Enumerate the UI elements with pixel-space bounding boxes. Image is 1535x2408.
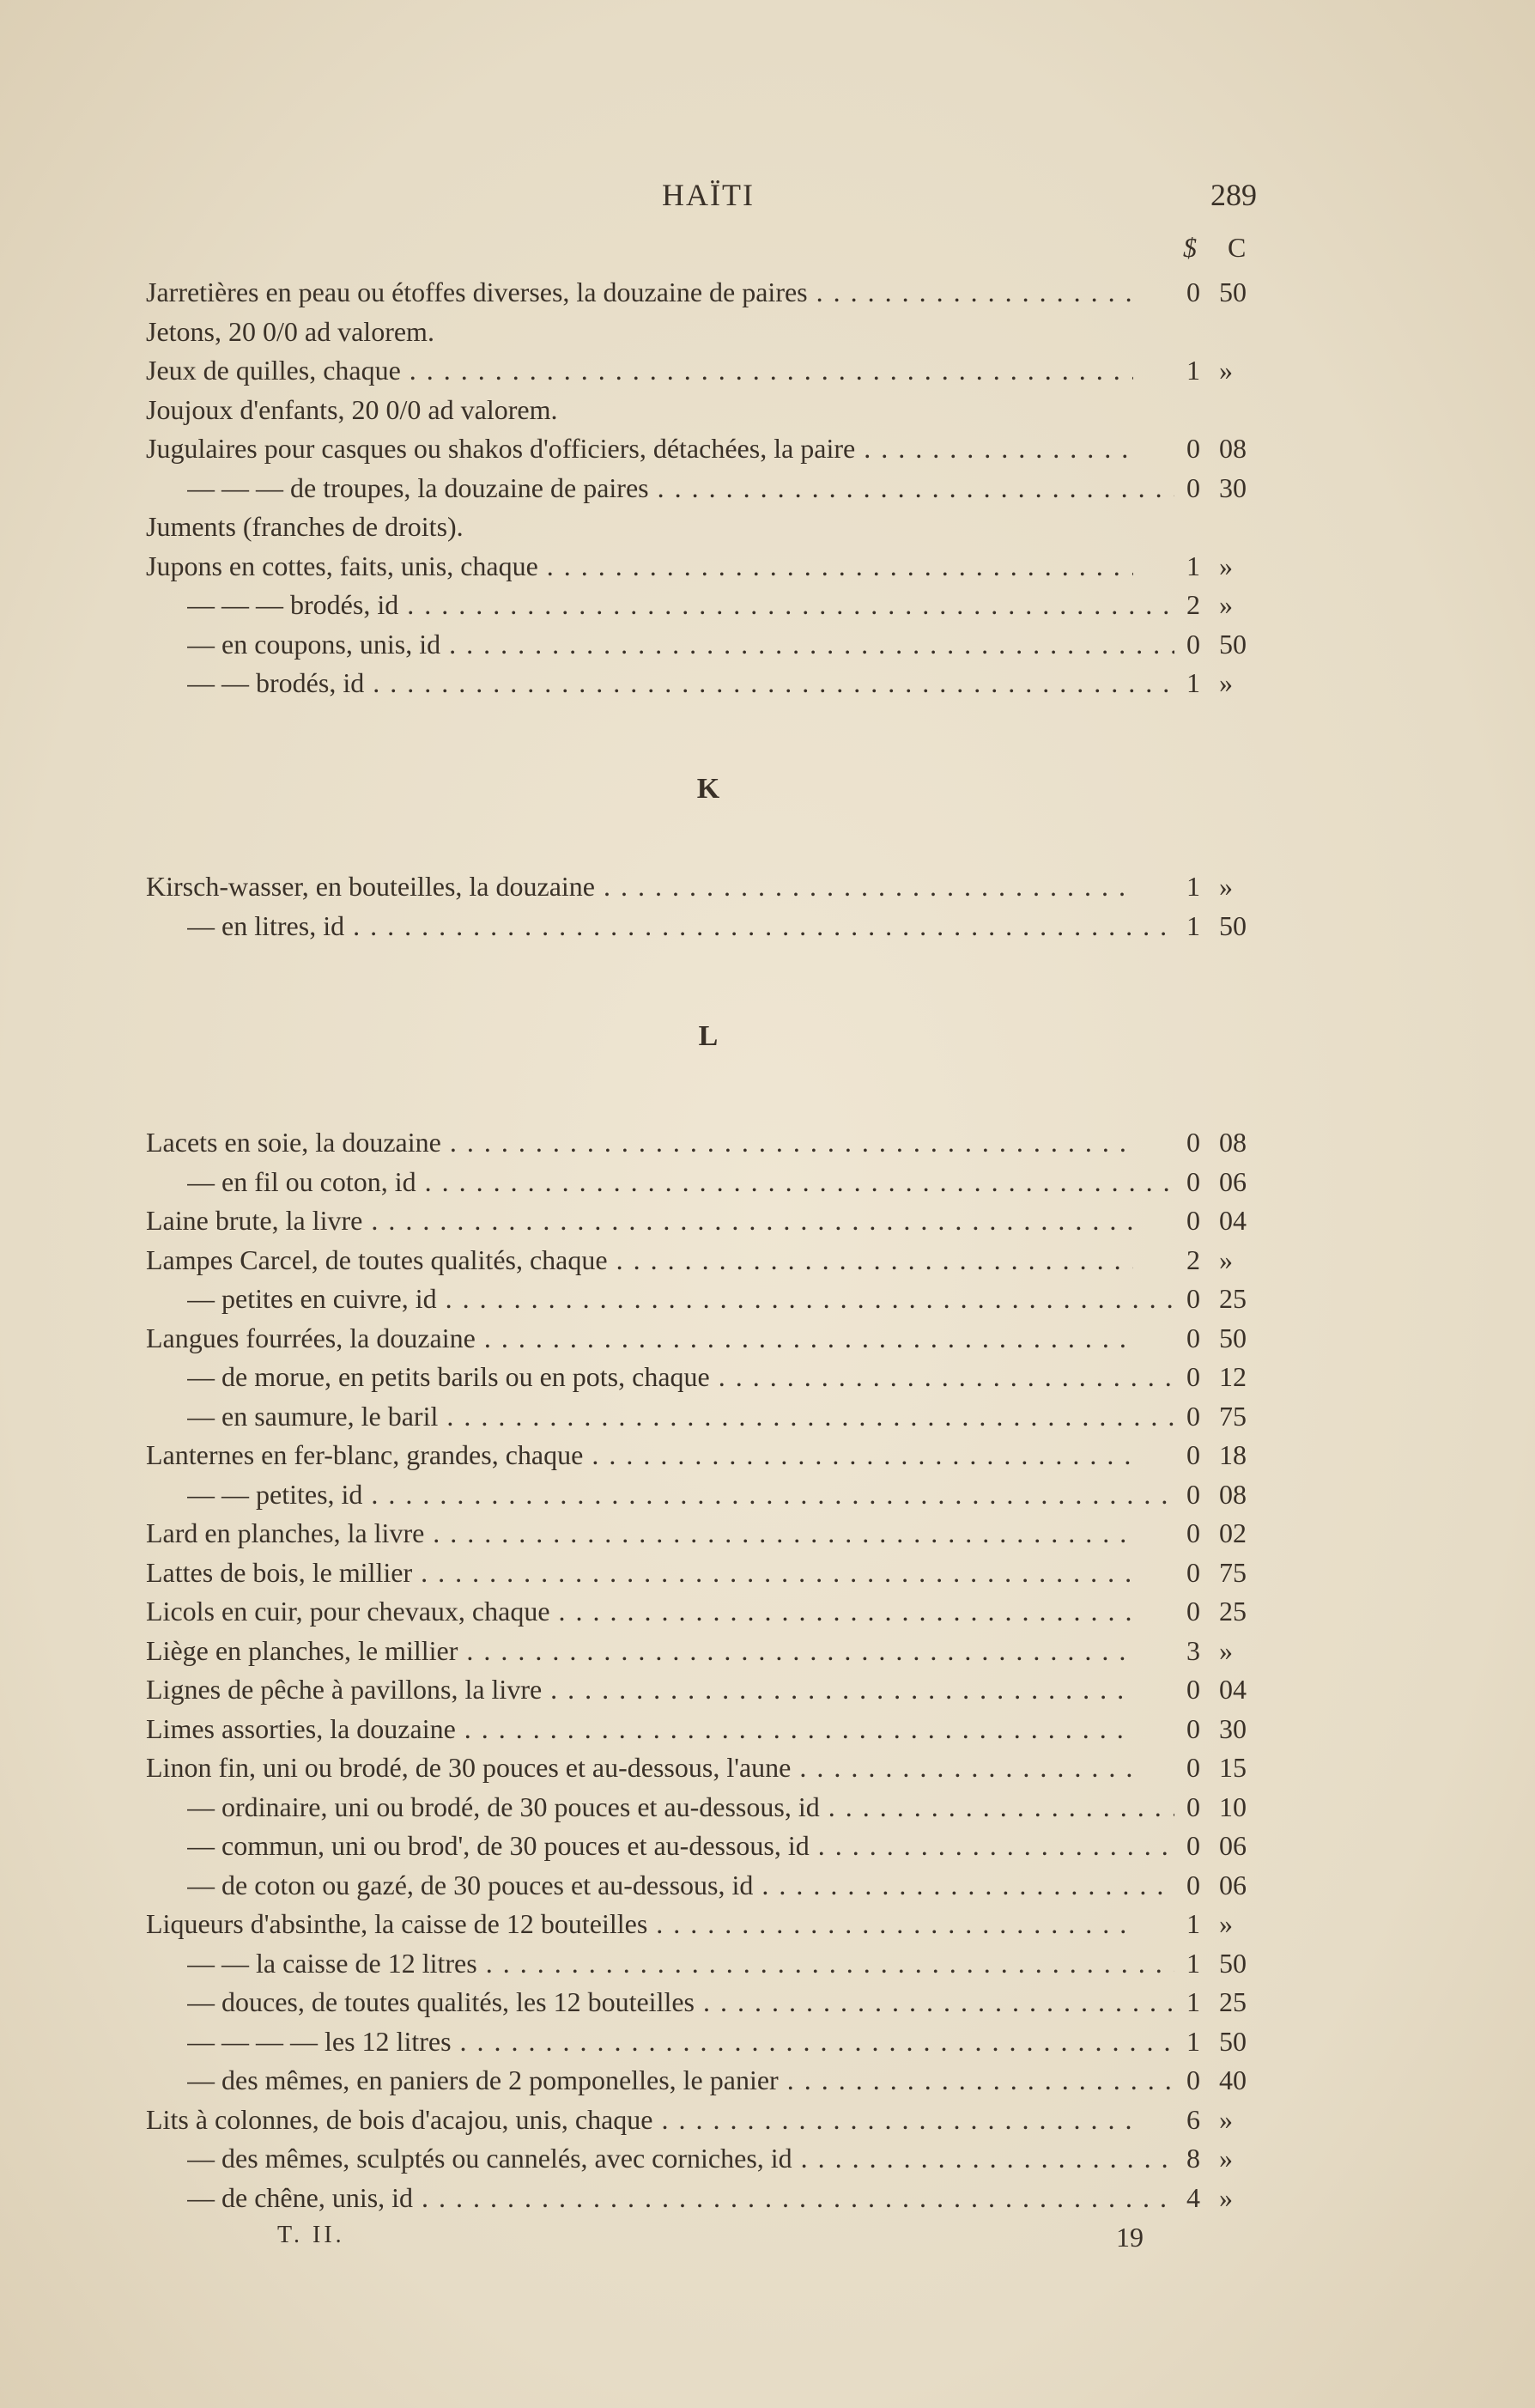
entry-dollars: 0 xyxy=(1186,471,1200,503)
entry-cents: » xyxy=(1219,355,1233,386)
entry-cents: 10 xyxy=(1219,1791,1247,1822)
entry-cents: 30 xyxy=(1219,471,1247,503)
entry-dollars: 0 xyxy=(1186,1596,1200,1627)
entry-cents: 75 xyxy=(1219,1556,1247,1588)
entry-label: — douces, de toutes qualités, les 12 bouteilles . . . xyxy=(187,1983,1174,2022)
entry-cents: 04 xyxy=(1219,1674,1247,1705)
entry-dollars: 0 xyxy=(1186,1674,1200,1705)
tariff-entry xyxy=(146,1592,1271,1632)
tariff-entry xyxy=(146,1358,1271,1397)
entry-dollars: 1 xyxy=(1186,1947,1200,1979)
entry-label: — — — — les 12 litres . . . xyxy=(187,2022,1174,2062)
tariff-entry xyxy=(146,586,1271,625)
entry-dollars: 0 xyxy=(1186,433,1200,464)
entry-label: — des mêmes, sculptés ou cannelés, avec corniches, id . . . xyxy=(187,2139,1174,2179)
volume-marker: T. II. xyxy=(277,2222,345,2248)
entry-label: Jugulaires pour casques ou shakos d'officiers, détachées, la paire . . . xyxy=(146,429,1133,469)
entry-dollars: 0 xyxy=(1186,1127,1200,1158)
entry-label: Langues fourrées, la douzaine . . . xyxy=(146,1319,1133,1359)
tariff-entry xyxy=(146,1788,1271,1827)
section-letter-k: K xyxy=(696,773,720,805)
entry-label: Juments (franches de droits). xyxy=(146,511,464,542)
entry-cents: 02 xyxy=(1219,1517,1247,1548)
entry-cents: » xyxy=(1219,667,1233,698)
signature-mark: 19 xyxy=(1116,2222,1144,2253)
entry-label: — commun, uni ou brod', de 30 pouces et au-dessous, id . . . xyxy=(187,1827,1174,1866)
entry-cents: 25 xyxy=(1219,1283,1247,1314)
entry-label: Lits à colonnes, de bois d'acajou, unis, chaque . . . xyxy=(146,2101,1133,2140)
entry-cents: » xyxy=(1219,2181,1233,2213)
entry-dollars: 3 xyxy=(1186,1634,1200,1666)
tariff-entry xyxy=(146,664,1271,703)
entry-dollars: 0 xyxy=(1186,1752,1200,1783)
entry-label: Jetons, 20 0/0 ad valorem. xyxy=(146,315,434,347)
entry-label: — — — de troupes, la douzaine de paires . . . xyxy=(187,469,1174,508)
tariff-entry xyxy=(146,2179,1271,2218)
entry-label: Lattes de bois, le millier . . . xyxy=(146,1554,1133,1593)
entry-label: Jeux de quilles, chaque . . . xyxy=(146,351,1133,391)
tariff-entry xyxy=(146,1163,1271,1202)
entry-label: Liège en planches, le millier . . . xyxy=(146,1632,1133,1671)
tariff-entry xyxy=(146,2022,1271,2062)
tariff-entry xyxy=(146,1514,1271,1554)
entry-dollars: 0 xyxy=(1186,1556,1200,1588)
entry-label: — — la caisse de 12 litres . . . xyxy=(187,1944,1174,1984)
entry-cents: » xyxy=(1219,2103,1233,2135)
tariff-entry xyxy=(146,1280,1271,1319)
tariff-entry xyxy=(146,625,1271,665)
page-footer xyxy=(0,2222,1535,2256)
entry-cents: » xyxy=(1219,871,1233,902)
entry-cents: 04 xyxy=(1219,1205,1247,1236)
tariff-entry xyxy=(146,1905,1271,1944)
entry-cents: 06 xyxy=(1219,1830,1247,1861)
entry-label: Limes assorties, la douzaine . . . xyxy=(146,1710,1133,1749)
tariff-entry xyxy=(146,1123,1271,1163)
entry-label: Lanternes en fer-blanc, grandes, chaque . . . xyxy=(146,1436,1133,1475)
entry-cents: 12 xyxy=(1219,1361,1247,1392)
entry-cents: 15 xyxy=(1219,1752,1247,1783)
tariff-entry xyxy=(146,867,1271,907)
entry-label: — ordinaire, uni ou brodé, de 30 pouces et au-dessous, id . . . xyxy=(187,1788,1174,1827)
entry-dollars: 0 xyxy=(1186,1517,1200,1548)
entry-label: — en coupons, unis, id . . . xyxy=(187,625,1174,665)
entry-cents: 06 xyxy=(1219,1165,1247,1197)
entry-cents: » xyxy=(1219,550,1233,581)
tariff-entry xyxy=(146,2139,1271,2179)
tariff-entry xyxy=(146,1201,1271,1241)
tariff-entry xyxy=(146,1944,1271,1984)
entry-label: Lacets en soie, la douzaine . . . xyxy=(146,1123,1133,1163)
entry-label: — de coton ou gazé, de 30 pouces et au-dessous, id . . . xyxy=(187,1866,1174,1906)
entry-dollars: 1 xyxy=(1186,871,1200,902)
entry-dollars: 6 xyxy=(1186,2103,1200,2135)
entry-label: Lampes Carcel, de toutes qualités, chaque . . . xyxy=(146,1241,1133,1280)
tariff-entry xyxy=(146,1397,1271,1437)
tariff-entry xyxy=(146,547,1271,587)
tariff-entry xyxy=(146,1983,1271,2022)
tariff-entry xyxy=(146,1475,1271,1515)
tariff-entry xyxy=(146,1748,1271,1788)
entry-cents: » xyxy=(1219,1634,1233,1666)
tariff-entry xyxy=(146,1710,1271,1749)
entry-cents: 18 xyxy=(1219,1439,1247,1470)
entry-dollars: 1 xyxy=(1186,667,1200,698)
tariff-entry xyxy=(146,351,1271,391)
entry-dollars: 0 xyxy=(1186,1712,1200,1744)
entry-dollars: 0 xyxy=(1186,1165,1200,1197)
entry-dollars: 1 xyxy=(1186,355,1200,386)
entry-dollars: 0 xyxy=(1186,1439,1200,1470)
entry-dollars: 8 xyxy=(1186,2143,1200,2174)
section-l xyxy=(146,1123,1271,2217)
tariff-entry xyxy=(146,1241,1271,1280)
entry-dollars: 1 xyxy=(1186,1986,1200,2017)
tariff-entry xyxy=(146,1827,1271,1866)
entry-dollars: 0 xyxy=(1186,1791,1200,1822)
entry-label: Lard en planches, la livre . . . xyxy=(146,1514,1133,1554)
entry-dollars: 0 xyxy=(1186,1283,1200,1314)
tariff-entry xyxy=(146,273,1271,313)
currency-column-header xyxy=(1183,232,1265,270)
tariff-entry xyxy=(146,313,1271,352)
entry-dollars: 0 xyxy=(1186,2064,1200,2095)
entry-cents: » xyxy=(1219,589,1233,620)
dollars-column-label: $ xyxy=(1183,232,1197,263)
section-k xyxy=(146,867,1271,946)
tariff-entry xyxy=(146,1670,1271,1710)
entry-dollars: 2 xyxy=(1186,589,1200,620)
entry-label: Kirsch-wasser, en bouteilles, la douzaine . . . xyxy=(146,867,1133,907)
entry-label: Jupons en cottes, faits, unis, chaque . . . xyxy=(146,547,1133,587)
tariff-entry xyxy=(146,1436,1271,1475)
entry-cents: » xyxy=(1219,2143,1233,2174)
entry-label: — de chêne, unis, id . . . xyxy=(187,2179,1174,2218)
entry-cents: » xyxy=(1219,1908,1233,1939)
running-head xyxy=(0,172,1535,223)
entry-dollars: 0 xyxy=(1186,1361,1200,1392)
entry-cents: 50 xyxy=(1219,277,1247,307)
entry-cents: 50 xyxy=(1219,2025,1247,2057)
entry-cents: 06 xyxy=(1219,1869,1247,1900)
entry-label: Licols en cuir, pour chevaux, chaque . . . xyxy=(146,1592,1133,1632)
entry-label: — de morue, en petits barils ou en pots, chaque . . . xyxy=(187,1358,1174,1397)
entry-dollars: 0 xyxy=(1186,277,1200,307)
entry-cents: 50 xyxy=(1219,909,1247,941)
entry-dollars: 0 xyxy=(1186,1400,1200,1432)
entry-label: — — brodés, id . . . xyxy=(187,664,1174,703)
tariff-entry xyxy=(146,508,1271,547)
entry-dollars: 0 xyxy=(1186,1869,1200,1900)
entry-cents: 50 xyxy=(1219,1322,1247,1353)
entry-dollars: 0 xyxy=(1186,1322,1200,1353)
entry-label: Linon fin, uni ou brodé, de 30 pouces et au-dessous, l'aune . . . xyxy=(146,1748,1133,1788)
entry-cents: 30 xyxy=(1219,1712,1247,1744)
entry-label: — — petites, id . . . xyxy=(187,1475,1174,1515)
entry-label: — petites en cuivre, id . . . xyxy=(187,1280,1174,1319)
entry-label: — en litres, id . . . xyxy=(187,907,1174,946)
entry-dollars: 0 xyxy=(1186,1478,1200,1510)
entry-dollars: 1 xyxy=(1186,1908,1200,1939)
tariff-entry xyxy=(146,1632,1271,1671)
entry-cents: 08 xyxy=(1219,1127,1247,1158)
entry-dollars: 0 xyxy=(1186,628,1200,660)
entry-cents: 50 xyxy=(1219,628,1247,660)
entry-dollars: 2 xyxy=(1186,1244,1200,1275)
entry-dollars: 0 xyxy=(1186,1830,1200,1861)
entry-dollars: 0 xyxy=(1186,1205,1200,1236)
entry-cents: 08 xyxy=(1219,1478,1247,1510)
tariff-entry xyxy=(146,469,1271,508)
entry-cents: 08 xyxy=(1219,433,1247,464)
tariff-entry xyxy=(146,907,1271,946)
entry-dollars: 1 xyxy=(1186,909,1200,941)
entry-label: — — — brodés, id . . . xyxy=(187,586,1174,625)
entry-label: — en saumure, le baril . . . xyxy=(187,1397,1174,1437)
tariff-entry xyxy=(146,1319,1271,1359)
entry-label: Laine brute, la livre . . . xyxy=(146,1201,1133,1241)
entry-cents: 50 xyxy=(1219,1947,1247,1979)
cents-column-label: C xyxy=(1228,232,1247,263)
entry-cents: 40 xyxy=(1219,2064,1247,2095)
running-title: HAÏTI xyxy=(662,178,755,212)
entry-dollars: 1 xyxy=(1186,550,1200,581)
entry-label: — des mêmes, en paniers de 2 pomponelles, le panier . . . xyxy=(187,2061,1174,2101)
entry-cents: » xyxy=(1219,1244,1233,1275)
tariff-entry xyxy=(146,429,1271,469)
tariff-entry xyxy=(146,391,1271,430)
section-j xyxy=(146,273,1271,703)
entry-label: Joujoux d'enfants, 20 0/0 ad valorem. xyxy=(146,393,558,425)
entry-label: — en fil ou coton, id . . . xyxy=(187,1163,1174,1202)
entry-cents: 75 xyxy=(1219,1400,1247,1432)
entry-dollars: 1 xyxy=(1186,2025,1200,2057)
entry-label: Jarretières en peau ou étoffes diverses, la douzaine de paires . . . xyxy=(146,273,1133,313)
entry-cents: 25 xyxy=(1219,1986,1247,2017)
entry-label: Lignes de pêche à pavillons, la livre . . . xyxy=(146,1670,1133,1710)
section-letter-l: L xyxy=(698,1020,719,1052)
entry-dollars: 4 xyxy=(1186,2181,1200,2213)
tariff-entry xyxy=(146,1554,1271,1593)
entry-label: Liqueurs d'absinthe, la caisse de 12 bouteilles . . . xyxy=(146,1905,1133,1944)
page-number: 289 xyxy=(1210,178,1257,212)
tariff-entry xyxy=(146,1866,1271,1906)
tariff-entry xyxy=(146,2061,1271,2101)
tariff-entry xyxy=(146,2101,1271,2140)
entry-cents: 25 xyxy=(1219,1596,1247,1627)
